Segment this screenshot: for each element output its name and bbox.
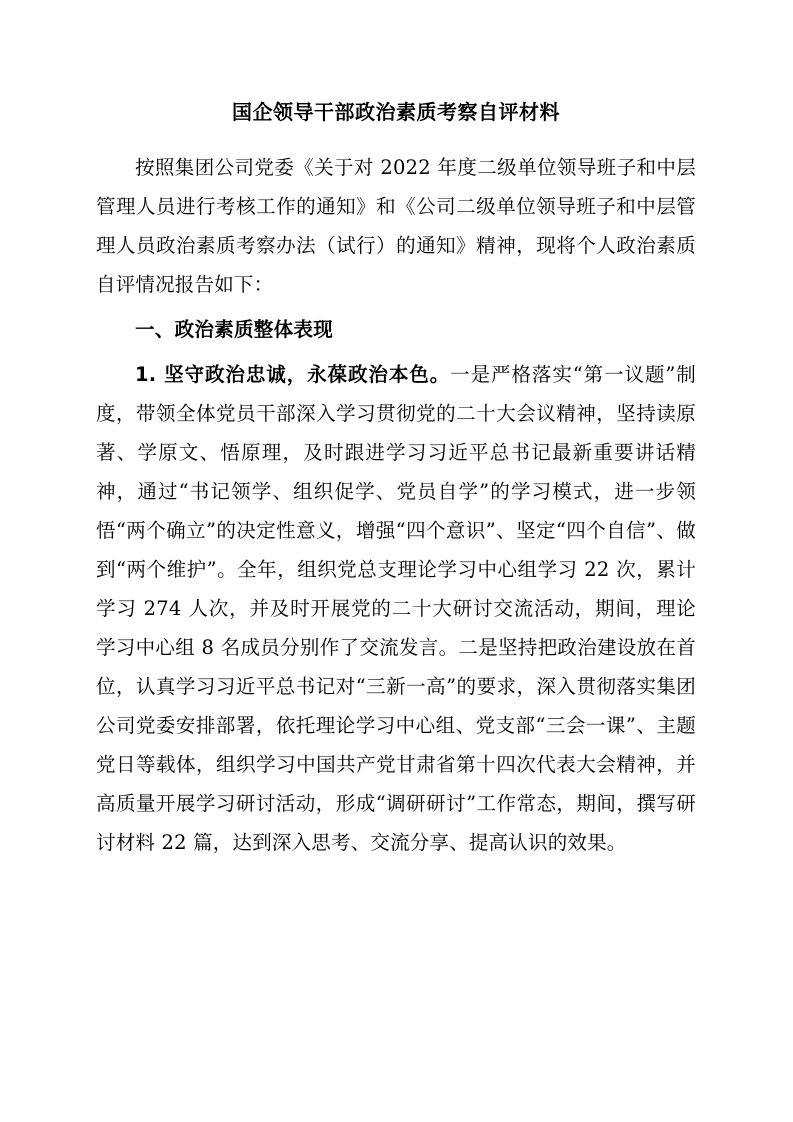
page-title: 国企领导干部政治素质考察自评材料 bbox=[232, 100, 560, 124]
document-body bbox=[96, 96, 696, 862]
intro-paragraph: 按照集团公司党委《关于对 2022 年度二级单位领导班子和中层管理人员进行考核工作的通知》和《公司二级单位领导班子和中层管理人员政治素质考察办法（试行）的通知》精神，现将个人政治素质自评情况报告如下： bbox=[96, 156, 696, 296]
section-heading-1: 一、政治素质整体表现 bbox=[135, 318, 334, 341]
section-1-paragraph bbox=[96, 355, 696, 862]
section-1-body: 一是严格落实“第一议题”制度，带领全体党员干部深入学习贯彻党的二十大会议精神，坚持读原著、学原文、悟原理，及时跟进学习习近平总书记最新重要讲话精神，通过“书记领学、组织促学、党员自学”的学习模式，进一步领悟“两个确立”的决定性意义，增强“四个意识”、坚定“四个自信”、做到“两个维护”。全年，组织党总支理论学习中心组学习 22 次，累计学习 274 人次，并及时开展党的二十大研讨交流活动，期间，理论学习中心组 8 名成员分别作了交流发言。二是坚持把政治建设放在首位，认真学习习近平总书记对“三新一高”的要求，深入贯彻落实集团公司党委安排部署，依托理论学习中心组、党支部“三会一课”、主题党日等载体，组织学习中国共产党甘肃省第十四次代表大会精神，并高质量开展学习研讨活动，形成“调研研讨”工作常态，期间，撰写研讨材料 22 篇，达到深入思考、交流分享、提高认识的效果。 bbox=[96, 363, 696, 854]
section-1-lead: 1. 坚守政治忠诚，永葆政治本色。 bbox=[135, 363, 451, 386]
